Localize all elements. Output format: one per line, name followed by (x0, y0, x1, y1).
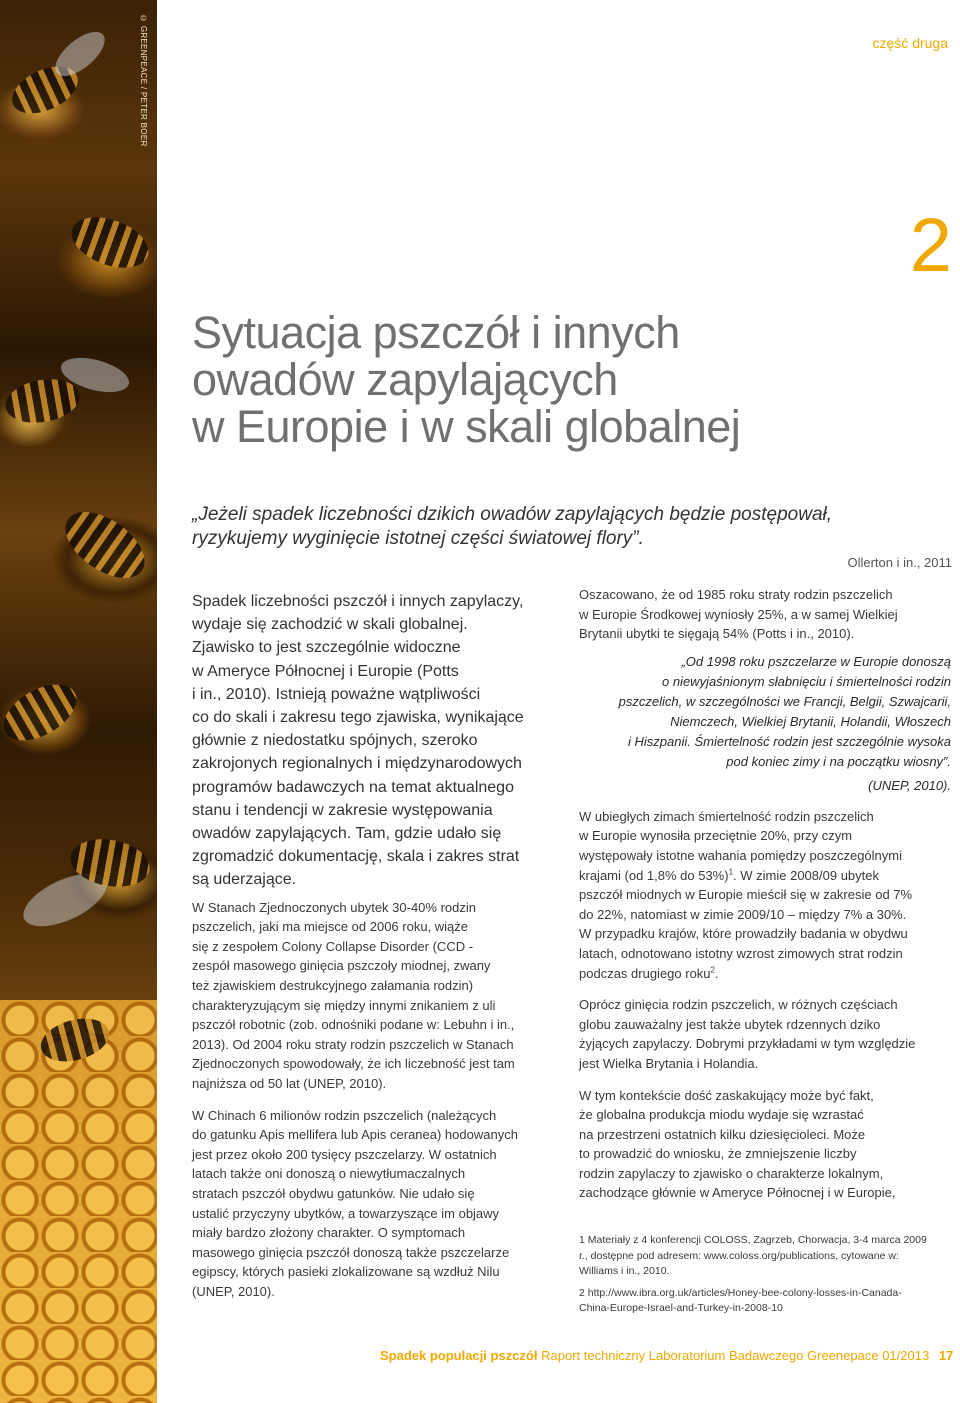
lead-paragraph (192, 590, 564, 892)
quote-line: pod koniec zimy i na początku wiosny”. (726, 753, 951, 769)
footnote-ref: 2 (710, 965, 715, 975)
body-paragraph (192, 1106, 564, 1302)
text-line: na przestrzeni ostatnich kilku dziesięcioleci. Może (579, 1126, 866, 1142)
text-span: krajami (od 1,8% do 53%) (579, 867, 729, 883)
footnote-line: 2 http://www.ibra.org.uk/articles/Honey-bee-colony-losses-in-Canada- (579, 1286, 902, 1299)
text-line (579, 964, 959, 984)
text-line: W Chinach 6 milionów rodzin pszczelich (należących (192, 1107, 497, 1123)
text-line: w Ameryce Północnej i Europie (Potts (192, 662, 459, 680)
footnote-1 (579, 1233, 951, 1280)
text-span: . W zimie 2008/09 ubytek (733, 867, 879, 883)
honeycomb (0, 1000, 157, 1403)
text-line: pszczół miodnych w Europie mieścił się w zakresie od 7% (579, 887, 913, 903)
text-line: zakrojonych regionalnych i międzynarodowych (192, 755, 522, 773)
text-line: owadów zapylających. Tam, gdzie udało się (192, 825, 502, 843)
text-line: najniższa od 50 lat (UNEP, 2010). (192, 1075, 387, 1091)
title-line: Sytuacja pszczół i innych (192, 307, 680, 358)
text-line: Spadek liczebności pszczół i innych zapylaczy, (192, 593, 524, 610)
left-column (192, 590, 564, 1314)
text-line: zachodzące głównie w Ameryce Północnej i w Europie, (579, 1185, 896, 1201)
text-line: w Europie wynosiła przeciętnie 20%, przy czym (579, 828, 853, 844)
text-line: też zjawiskiem destrukcyjnego załamania rodzin) (192, 978, 474, 994)
text-line: W tym kontekście dość zaskakujący może być fakt, (579, 1087, 874, 1103)
text-line: W przypadku krajów, które prowadziły badania w obydwu (579, 926, 908, 942)
text-line: Zjednoczonych spowodowały, że ich liczebność jest tam (192, 1056, 515, 1072)
title-line: w Europie i w skali globalnej (192, 401, 741, 452)
text-line: zespół masowego ginięcia pszczoły miodnej, zwany (192, 958, 491, 974)
epigraph-line: „Jeżeli spadek liczebności dzikich owadów zapylających będzie postępował, (192, 504, 833, 525)
footer-title: Spadek populacji pszczół (380, 1348, 538, 1363)
epigraph-quote (192, 503, 912, 551)
text-line: jest Wielka Brytania i Holandia. (579, 1055, 759, 1071)
text-line: co do skali i zakresu tego zjawiska, wynikające (192, 709, 524, 727)
text-line: globu zauważalny jest także ubytek rdzennych dziko (579, 1016, 881, 1032)
epigraph-source: Ollerton i in., 2011 (847, 555, 952, 570)
text-line: Zjawisko to jest szczególnie widoczne (192, 639, 461, 657)
text-line: latach, odnotowano istotny wzrost zimowych strat rodzin (579, 945, 903, 961)
footnote-ref: 1 (728, 867, 734, 877)
quote-line: pszczelich, w szczególności we Francji, Belgii, Szwajcarii, (618, 693, 951, 709)
quote-source: (UNEP, 2010). (868, 777, 951, 793)
bee-photo (0, 0, 157, 1403)
text-line: Brytanii ubytki te sięgają 54% (Potts i in., 2010). (579, 626, 855, 642)
text-line: pszczelich, jaki ma miejsce od 2006 roku, wiąże (192, 919, 469, 935)
text-line: (UNEP, 2010). (192, 1283, 275, 1299)
text-line: egipscy, których pasieki zlokalizowane są wzdłuż Nilu (192, 1264, 500, 1280)
body-paragraph (579, 995, 959, 1073)
title-line: owadów zapylających (192, 354, 618, 405)
pull-quote (579, 652, 951, 772)
footnote-2 (579, 1286, 951, 1317)
right-column (579, 585, 959, 1215)
bee-shape (65, 208, 156, 278)
text-span: . (714, 965, 719, 981)
text-line: ustalić przyczyny ubytków, a towarzyszące im objawy (192, 1205, 500, 1221)
text-line: w Europie Środkowej wyniosły 25%, a w samej Wielkiej (579, 606, 898, 622)
chapter-title (192, 309, 912, 450)
text-line: do gatunku Apis mellifera lub Apis ceranea) hodowanych (192, 1127, 518, 1143)
text-line: W Stanach Zjednoczonych ubytek 30-40% rodzin (192, 899, 476, 915)
photo-credit: © GREENPEACE / PETER BOER (139, 14, 148, 147)
text-line: występowały istotne wahania pomiędzy poszczególnymi (579, 847, 902, 863)
text-line: głównie z niedostatku spójnych, szeroko (192, 732, 478, 750)
text-line: wydaje się zachodzić w skali globalnej. (192, 616, 468, 634)
text-line: że globalna produkcja miodu wydaje się wzrastać (579, 1107, 864, 1123)
body-paragraph (579, 1086, 959, 1204)
quote-line: Niemczech, Wielkiej Brytanii, Holandii, Włoszech (670, 713, 951, 729)
bee-shape (0, 673, 86, 752)
footer-subtitle: Raport techniczny Laboratorium Badawczego Greenepace 01/2013 (541, 1348, 930, 1363)
text-line: stratach pszczół obydwu gatunków. Nie udało się (192, 1185, 475, 1201)
body-paragraph (192, 898, 564, 1094)
text-line: 2013). Od 2004 roku straty rodzin pszczelich w Stanach (192, 1036, 514, 1052)
text-line: masowego ginięcia pszczół donoszą także pszczelarze (192, 1244, 510, 1260)
text-line: są uderzające. (192, 871, 297, 889)
footnotes (579, 1233, 951, 1323)
text-line: pszczół robotnic (zob. odnośniki podane w: Lebuhn i in., (192, 1017, 515, 1033)
text-line: do 22%, natomiast w zimie 2009/10 – między 7% a 30%. (579, 906, 907, 922)
section-label: część druga (872, 35, 948, 51)
page-footer (380, 1348, 952, 1363)
text-line: i in., 2010). Istnieją poważne wątpliwości (192, 685, 481, 703)
text-line: to prowadzić do wniosku, że zmniejszenie liczby (579, 1146, 857, 1162)
text-line: charakteryzującym się między innymi znikaniem z uli (192, 997, 496, 1013)
footnote-line: r., dostępne pod adresem: www.coloss.org/publications, cytowane w: (579, 1249, 899, 1262)
page-number: 17 (938, 1348, 954, 1363)
text-line: zgromadzić dokumentację, skala i zakres strat (192, 848, 520, 866)
bee-shape (54, 499, 156, 592)
text-line: jest przez około 200 tysięcy pszczelarzy. W ostatnich (192, 1146, 497, 1162)
text-line (579, 866, 959, 886)
text-line: się z zespołem Colony Collapse Disorder (CCD - (192, 938, 474, 954)
body-paragraph (579, 807, 959, 983)
text-line: Oszacowano, że od 1985 roku straty rodzin pszczelich (579, 587, 893, 602)
text-line: miały bardzo złożony charakter. O symptomach (192, 1225, 466, 1241)
chapter-number: 2 (909, 203, 952, 288)
footnote-line: Williams i in., 2010. (579, 1265, 670, 1277)
footnote-line: China-Europe-Israel-and-Turkey-in-2008-10 (579, 1302, 783, 1314)
text-span: podczas drugiego roku (579, 965, 711, 981)
text-line: żyjących zapylaczy. Dobrymi przykładami w tym względzie (579, 1036, 916, 1052)
quote-line: i Hiszpanii. Śmiertelność rodzin jest szczególnie wysoka (628, 733, 951, 749)
text-line: latach także oni donoszą o niewytłumaczalnych (192, 1166, 466, 1182)
text-line: rodzin zapylaczy to zjawisko o charakterze lokalnym, (579, 1165, 884, 1181)
text-line: W ubiegłych zimach śmiertelność rodzin pszczelich (579, 808, 874, 824)
quote-line: „Od 1998 roku pszczelarze w Europie donoszą (681, 653, 951, 669)
body-paragraph (579, 585, 959, 644)
text-line: stanu i tendencji w zakresie występowania (192, 801, 493, 819)
text-line: programów badawczych na temat aktualnego (192, 778, 514, 796)
footnote-line: 1 Materiały z 4 konferencji COLOSS, Zagrzeb, Chorwacja, 3-4 marca 2009 (579, 1234, 927, 1246)
bee-shape (2, 374, 83, 428)
quote-line: o niewyjaśnionym słabnięciu i śmiertelności rodzin (661, 673, 951, 689)
text-line: Oprócz ginięcia rodzin pszczelich, w różnych częściach (579, 997, 898, 1013)
epigraph-line: ryzykujemy wyginięcie istotnej części światowej flory”. (192, 528, 644, 549)
